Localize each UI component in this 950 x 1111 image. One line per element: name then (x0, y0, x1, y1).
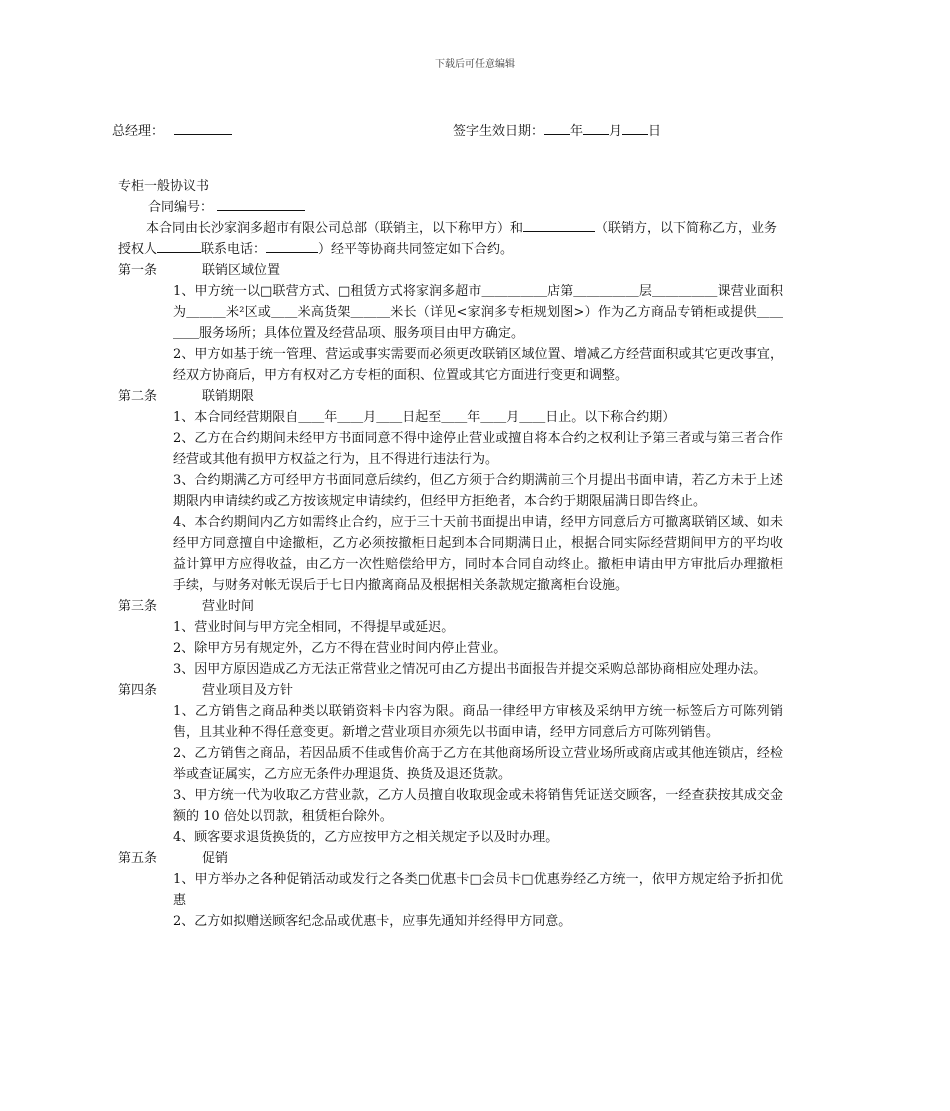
clause-item (118, 911, 783, 932)
article-heading (118, 260, 783, 281)
clause-text: 3、因甲方原因造成乙方无法正常营业之情况可由乙方提出书面报告并提交采购总部协商相应处理办法。 (173, 662, 767, 677)
article-number: 第二条 (118, 389, 158, 404)
article-number: 第五条 (118, 851, 158, 866)
article-title: 联销区域位置 (202, 263, 281, 278)
clause-text: 4、顾客要求退货换货的，乙方应按甲方之相关规定予以及时办理。 (173, 830, 559, 845)
year-label: 年 (570, 124, 584, 139)
clause-text: 1、本合同经营期限自＿＿年＿＿月＿＿日起至＿＿年＿＿月＿＿日止。以下称合约期） (173, 410, 676, 425)
clause-item (118, 428, 783, 470)
manager-signature-line (112, 120, 232, 139)
clause-item (118, 701, 783, 743)
document-title: 专柜一般协议书 (118, 179, 210, 194)
month-blank[interactable] (583, 122, 609, 135)
article-title: 营业项目及方针 (202, 683, 294, 698)
articles-list (118, 260, 783, 932)
clause-item (118, 281, 783, 344)
day-label: 日 (648, 124, 662, 139)
article-title: 营业时间 (202, 599, 255, 614)
article-title: 联销期限 (202, 389, 255, 404)
party-b-blank[interactable] (523, 219, 595, 232)
clause-text: 3、合约期满乙方可经甲方书面同意后续约，但乙方须于合约期满前三个月提出书面申请，若乙方未于上述期限内申请续约或乙方按该规定申请续约，但经甲方拒绝者，本合约于期限届满日即告终止。 (173, 473, 783, 509)
intro-text-b: （联销方，以下简称乙方，业务授权人 (118, 221, 778, 257)
clause-text: 2、除甲方另有规定外，乙方不得在营业时间内停止营业。 (173, 641, 507, 656)
clause-item (118, 512, 783, 596)
month-label: 月 (609, 124, 623, 139)
clause-item (118, 659, 783, 680)
clause-text: 2、乙方销售之商品，若因品质不佳或售价高于乙方在其他商场所设立营业场所或商店或其他连锁店，经检举或查证属实，乙方应无条件办理退货、换货及退还货款。 (173, 746, 783, 782)
effective-date-label: 签字生效日期： (453, 124, 545, 139)
clause-item (118, 785, 783, 827)
clause-item (118, 827, 783, 848)
clause-text: 1、营业时间与甲方完全相同，不得提早或延迟。 (173, 620, 455, 635)
day-blank[interactable] (622, 122, 648, 135)
authorized-person-blank[interactable] (157, 240, 201, 253)
clause-item (118, 407, 783, 428)
clause-text: 3、甲方统一代为收取乙方营业款，乙方人员擅自收取现金或未将销售凭证送交顾客，一经查获按其成交金额的 10 倍处以罚款，租赁柜台除外。 (173, 788, 783, 824)
page-header-note: 下载后可任意编辑 (435, 59, 515, 70)
clause-item (118, 869, 783, 911)
article-title: 促销 (202, 851, 229, 866)
clause-text: 2、甲方如基于统一管理、营运或事实需要而必须更改联销区域位置、增减乙方经营面积或其它更改事宜，经双方协商后，甲方有权对乙方专柜的面积、位置或其它方面进行变更和调整。 (173, 347, 783, 383)
intro-text-d: ）经平等协商共同签定如下合约。 (318, 242, 514, 257)
article-heading (118, 596, 783, 617)
intro-text-a: 本合同由长沙家润多超市有限公司总部（联销主，以下称甲方）和 (146, 221, 524, 236)
year-blank[interactable] (544, 122, 570, 135)
clause-item (118, 743, 783, 785)
clause-item (118, 344, 783, 386)
clause-text: 1、乙方销售之商品种类以联销资料卡内容为限。商品一律经甲方审核及采纳甲方统一标签后方可陈列销售，且其业种不得任意变更。新增之营业项目亦须先以书面申请，经甲方同意后方可陈列销售。 (173, 704, 783, 740)
clause-item (118, 470, 783, 512)
contract-number-blank[interactable] (217, 198, 305, 211)
article-heading (118, 848, 783, 869)
article-heading (118, 680, 783, 701)
contract-number-label: 合同编号： (148, 200, 214, 215)
clause-text: 1、甲方举办之各种促销活动或发行之各类□优惠卡□会员卡□优惠券经乙方统一，依甲方规定给予折扣优惠 (173, 872, 783, 908)
article-number: 第四条 (118, 683, 158, 698)
effective-date-line (453, 120, 661, 139)
clause-item (118, 638, 783, 659)
manager-label: 总经理： (112, 124, 165, 139)
clause-text: 2、乙方在合约期间未经甲方书面同意不得中途停止营业或擅自将本合约之权利让予第三者或与第三者合作经营或其他有损甲方权益之行为，且不得进行违法行为。 (173, 431, 783, 467)
contract-number-line (118, 197, 783, 218)
clause-text: 4、本合约期间内乙方如需终止合约，应于三十天前书面提出申请，经甲方同意后方可撤离联销区域、如未经甲方同意擅自中途撤柜，乙方必须按撤柜日起到本合同期满日止，根据合同实际经营期间甲方的平均收益计算甲方应得收益，由乙方一次性赔偿给甲方，同时本合同自动终止。撤柜申请由甲方审批后办理撤柜手续，与财务对帐无误后于七日内撤离商品及根据相关条款规定撤离柜台设施。 (173, 515, 783, 593)
phone-blank[interactable] (266, 240, 318, 253)
article-number: 第三条 (118, 599, 158, 614)
manager-signature-blank[interactable] (174, 122, 232, 135)
article-heading (118, 386, 783, 407)
article-number: 第一条 (118, 263, 158, 278)
intro-text-c: 联系电话： (201, 242, 267, 257)
clause-text: 2、乙方如拟赠送顾客纪念品或优惠卡，应事先通知并经得甲方同意。 (173, 914, 572, 929)
intro-paragraph (118, 218, 783, 260)
clause-text: 1、甲方统一以□联营方式、□租赁方式将家润多超市＿＿＿＿＿店第＿＿＿＿＿层＿＿＿＿＿课营业面积为＿＿＿米²区或＿＿米高货架＿＿＿米长（详见<家润多专柜规划图>）作为乙方商品专销柜或提供＿＿＿＿服务场所；具体位置及经营品项、服务项目由甲方确定。 (173, 284, 783, 341)
clause-item (118, 617, 783, 638)
agreement-body (118, 176, 783, 932)
